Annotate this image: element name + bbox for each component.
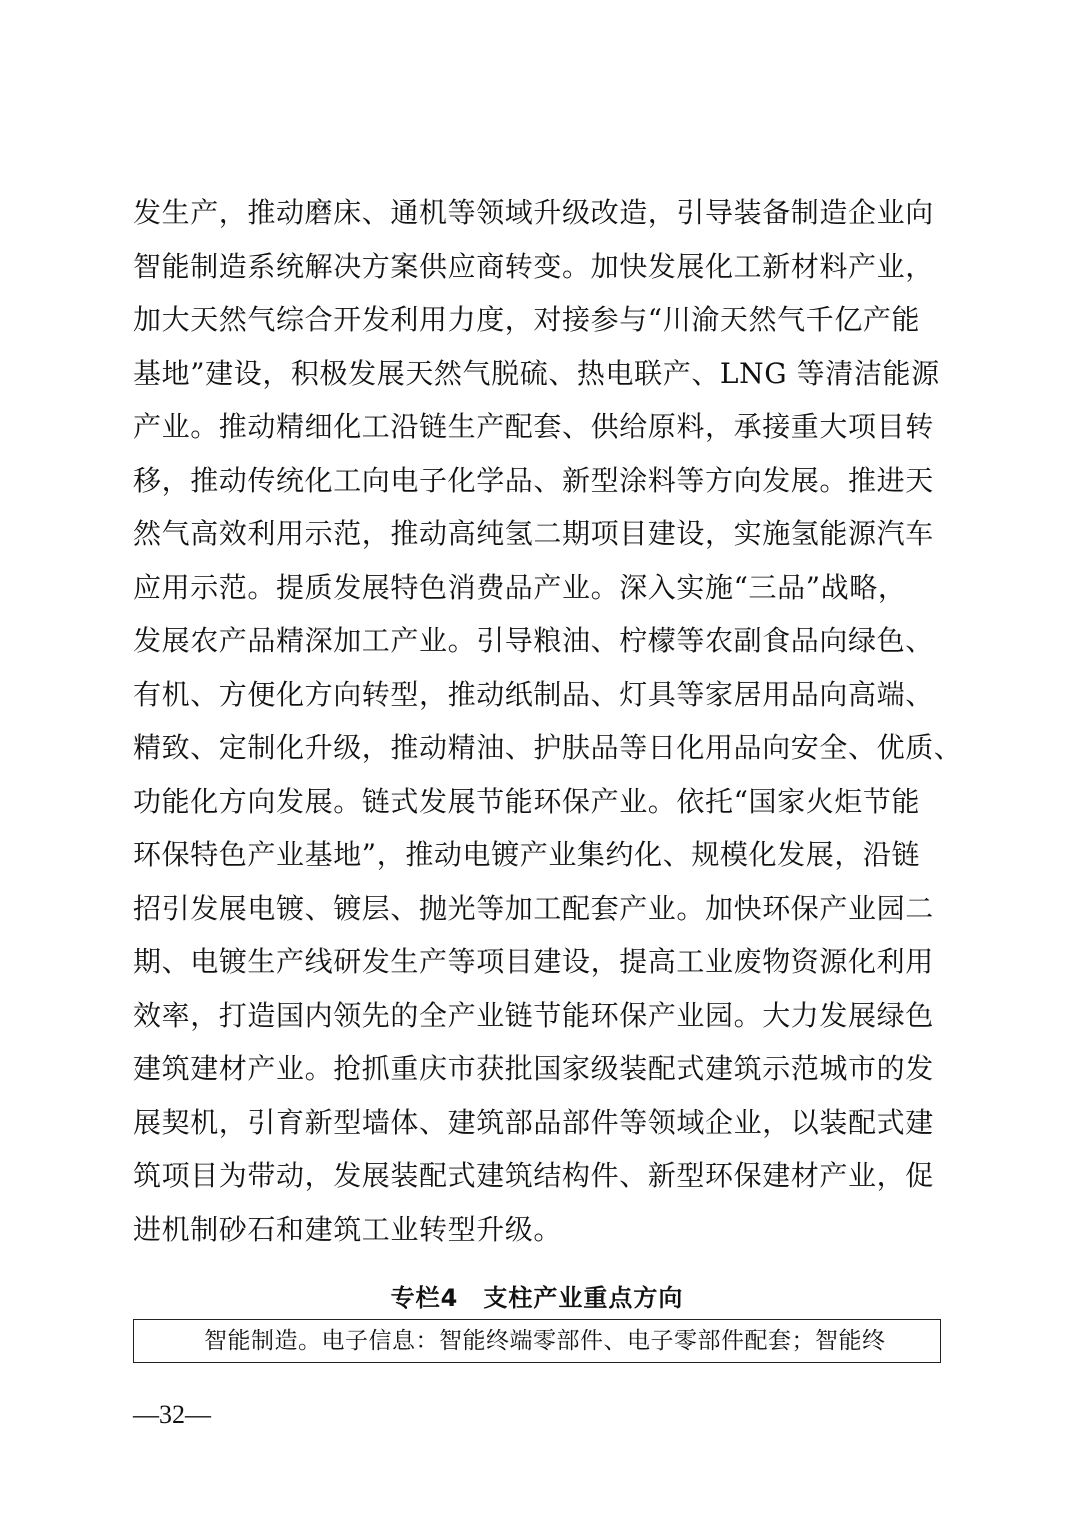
body-line: 展契机，引育新型墙体、建筑部品部件等领域企业，以装配式建 [133, 1105, 934, 1139]
column-box-text: 智能制造。电子信息：智能终端零部件、电子零部件配套；智能终 [204, 1328, 886, 1354]
body-line: 进机制砂石和建筑工业转型升级。 [133, 1212, 563, 1246]
column-box [133, 1319, 941, 1363]
column-box-title: 专栏4 支柱产业重点方向 [390, 1284, 684, 1312]
body-line: 基地”建设，积极发展天然气脱硫、热电联产、LNG 等清洁能源 [133, 356, 940, 390]
body-line: 应用示范。提质发展特色消费品产业。深入实施“三品”战略， [133, 570, 907, 604]
body-line: 筑项目为带动，发展装配式建筑结构件、新型环保建材产业，促 [133, 1159, 934, 1192]
page-number: —32— [133, 1400, 211, 1429]
body-text [133, 186, 963, 1256]
body-line: 移，推动传统化工向电子化学品、新型涂料等方向发展。推进天 [133, 463, 934, 497]
body-line: 效率，打造国内领先的全产业链节能环保产业园。大力发展绿色 [133, 998, 934, 1032]
body-line: 产业。推动精细化工沿链生产配套、供给原料，承接重大项目转 [133, 410, 934, 443]
body-line: 有机、方便化方向转型，推动纸制品、灯具等家居用品向高端、 [133, 677, 934, 711]
body-line: 招引发展电镀、镀层、抛光等加工配套产业。加快环保产业园二 [133, 891, 934, 925]
body-line: 建筑建材产业。抢抓重庆市获批国家级装配式建筑示范城市的发 [133, 1052, 934, 1085]
body-line: 精致、定制化升级，推动精油、护肤品等日化用品向安全、优质、 [133, 731, 963, 764]
body-line: 发生产，推动磨床、通机等领域升级改造，引导装备制造企业向 [133, 196, 934, 229]
body-line: 期、电镀生产线研发生产等项目建设，提高工业废物资源化利用 [133, 945, 934, 978]
body-line: 功能化方向发展。链式发展节能环保产业。依托“国家火炬节能 [133, 784, 921, 818]
body-line: 加大天然气综合开发利用力度，对接参与“川渝天然气千亿产能 [133, 303, 921, 336]
body-line: 环保特色产业基地”，推动电镀产业集约化、规模化发展，沿链 [133, 838, 921, 871]
body-line: 智能制造系统解决方案供应商转变。加快发展化工新材料产业， [133, 249, 934, 283]
body-line: 发展农产品精深加工产业。引导粮油、柠檬等农副食品向绿色、 [133, 624, 934, 657]
body-line: 然气高效利用示范，推动高纯氢二期项目建设，实施氢能源汽车 [133, 517, 934, 550]
